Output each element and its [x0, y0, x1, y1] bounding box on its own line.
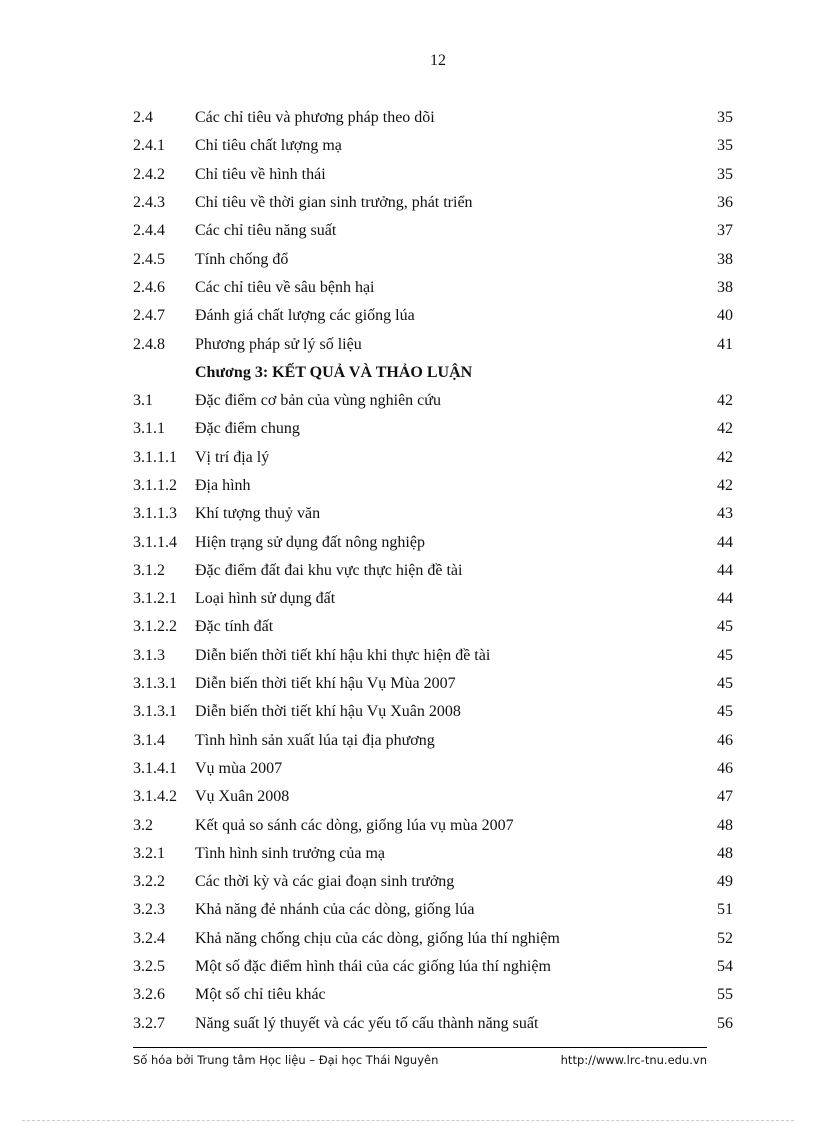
toc-section-title: Các thời kỳ và các giai đoạn sinh trưởng [195, 873, 455, 891]
toc-page-number: 48 [717, 844, 733, 862]
toc-entry [133, 274, 733, 302]
toc-section-number: 3.2.6 [133, 986, 165, 1004]
toc-page-number: 42 [717, 392, 733, 410]
toc-entry [133, 981, 733, 1009]
toc-section-number: 3.2.2 [133, 873, 165, 891]
toc-section-title: Khả năng chống chịu của các dòng, giống lúa thí nghiệm [195, 929, 560, 947]
toc-entry [133, 811, 733, 839]
toc-entry [133, 528, 733, 556]
toc-entry [133, 727, 733, 755]
toc-entry [133, 585, 733, 613]
toc-section-number: 3.1.1 [133, 420, 165, 438]
toc-page-number: 35 [717, 109, 733, 127]
toc-section-number: 3.1 [133, 392, 153, 410]
toc-section-number: 3.1.3.1 [133, 703, 177, 721]
toc-page-number: 42 [717, 448, 733, 466]
toc-page-number: 36 [717, 194, 733, 212]
toc-section-title: Năng suất lý thuyết và các yếu tố cấu thành năng suất [195, 1014, 539, 1032]
toc-entry [133, 387, 733, 415]
toc-entry [133, 1010, 733, 1038]
toc-page-number: 46 [717, 759, 733, 777]
toc-page-number: 52 [717, 929, 733, 947]
toc-page-number: 43 [717, 505, 733, 523]
toc-page-number: 56 [717, 1014, 733, 1032]
toc-entry [133, 925, 733, 953]
toc-entry [133, 472, 733, 500]
toc-section-number: 3.1.3.1 [133, 675, 177, 693]
footer-url-link[interactable]: http://www.lrc-tnu.edu.vn [560, 1053, 707, 1067]
toc-section-number: 3.1.2.2 [133, 618, 177, 636]
toc-section-title: Vị trí địa lý [195, 448, 270, 466]
page-boundary-line [22, 1120, 794, 1121]
toc-section-number: 3.1.1.2 [133, 477, 177, 494]
toc-section-title: Loại hình sử dụng đất [195, 590, 336, 608]
toc-entry [133, 755, 733, 783]
toc-section-number: 3.1.1.1 [133, 448, 177, 466]
toc-section-title: Diễn biến thời tiết khí hậu Vụ Mùa 2007 [195, 675, 456, 693]
toc-entry [133, 245, 733, 273]
page-number: 12 [430, 52, 446, 69]
table-of-contents [133, 104, 733, 1038]
chapter-heading: Chương 3: KẾT QUẢ VÀ THẢO LUẬN [195, 363, 473, 381]
toc-section-number: 2.4.8 [133, 335, 165, 353]
toc-entry [133, 330, 733, 358]
toc-page-number: 48 [717, 816, 733, 834]
toc-section-title: Đánh giá chất lượng các giống lúa [195, 307, 415, 325]
toc-page-number: 47 [717, 788, 733, 806]
toc-section-title: Một số đặc điểm hình thái của các giống lúa thí nghiệm [195, 958, 551, 976]
toc-entry [133, 613, 733, 641]
toc-page-number: 44 [717, 561, 733, 579]
toc-page-number: 45 [717, 703, 733, 721]
toc-section-title: Tính chống đổ [195, 250, 289, 268]
toc-section-title: Tình hình sản xuất lúa tại địa phương [195, 731, 435, 749]
toc-entry [133, 868, 733, 896]
toc-entry [133, 953, 733, 981]
toc-section-title: Địa hình [195, 477, 251, 494]
toc-page-number: 42 [717, 477, 733, 494]
toc-section-number: 2.4 [133, 109, 153, 127]
toc-entry [133, 840, 733, 868]
toc-entry [133, 557, 733, 585]
toc-section-title: Tình hình sinh trưởng của mạ [195, 844, 385, 862]
toc-section-number: 2.4.5 [133, 250, 165, 268]
toc-section-number: 3.2.4 [133, 929, 165, 947]
toc-section-title: Diễn biến thời tiết khí hậu khi thực hiện đề tài [195, 646, 491, 664]
toc-section-title: Khả năng đẻ nhánh của các dòng, giống lúa [195, 901, 475, 919]
toc-section-title: Kết quả so sánh các dòng, giống lúa vụ mùa 2007 [195, 816, 514, 834]
toc-section-number: 3.2.1 [133, 844, 165, 862]
toc-section-number: 2.4.3 [133, 194, 165, 212]
toc-page-number: 40 [717, 307, 733, 325]
toc-section-title: Chỉ tiêu chất lượng mạ [195, 137, 342, 155]
toc-section-title: Vụ Xuân 2008 [195, 788, 290, 806]
toc-page-number: 45 [717, 646, 733, 664]
toc-section-title: Chỉ tiêu về hình thái [195, 165, 326, 183]
toc-section-number: 3.1.1.3 [133, 505, 177, 523]
toc-entry [133, 189, 733, 217]
toc-entry [133, 670, 733, 698]
toc-entry [133, 896, 733, 924]
toc-section-number: 2.4.1 [133, 137, 165, 155]
toc-section-title: Đặc điểm cơ bản của vùng nghiên cứu [195, 392, 441, 410]
footer-divider [133, 1047, 707, 1048]
toc-section-number: 3.2 [133, 816, 153, 834]
toc-section-number: 2.4.6 [133, 278, 165, 296]
toc-page-number: 41 [717, 335, 733, 353]
toc-section-title: Vụ mùa 2007 [195, 759, 283, 777]
toc-section-number: 3.1.4 [133, 731, 165, 749]
toc-section-number: 3.1.2 [133, 561, 165, 579]
toc-section-number: 3.1.1.4 [133, 533, 177, 551]
toc-entry [133, 783, 733, 811]
toc-section-number: 3.1.3 [133, 646, 165, 664]
toc-page-number: 37 [717, 222, 733, 240]
toc-entry [133, 104, 733, 132]
toc-section-number: 3.1.4.2 [133, 788, 177, 806]
toc-page-number: 45 [717, 675, 733, 693]
toc-section-number: 3.2.5 [133, 958, 165, 976]
toc-page-number: 44 [717, 590, 733, 608]
toc-section-title: Các chỉ tiêu và phương pháp theo dõi [195, 109, 435, 127]
toc-section-number: 3.1.4.1 [133, 759, 177, 777]
toc-section-title: Đặc điểm chung [195, 420, 300, 438]
toc-page-number: 35 [717, 165, 733, 183]
toc-section-title: Các chỉ tiêu về sâu bệnh hại [195, 278, 375, 296]
toc-entry [133, 698, 733, 726]
toc-entry [133, 302, 733, 330]
toc-page-number: 44 [717, 533, 733, 551]
toc-page-number: 54 [717, 958, 733, 976]
toc-entry [133, 415, 733, 443]
toc-section-title: Chỉ tiêu về thời gian sinh trưởng, phát triển [195, 194, 473, 212]
toc-page-number: 35 [717, 137, 733, 155]
toc-page-number: 51 [717, 901, 733, 919]
toc-page-number: 38 [717, 278, 733, 296]
toc-section-title: Khí tượng thuỷ văn [195, 505, 321, 523]
toc-page-number: 38 [717, 250, 733, 268]
toc-section-number: 2.4.4 [133, 222, 165, 240]
toc-page-number: 46 [717, 731, 733, 749]
footer-source-text: Số hóa bởi Trung tâm Học liệu – Đại học Thái Nguyên [133, 1053, 439, 1067]
toc-section-title: Các chỉ tiêu năng suất [195, 222, 337, 240]
toc-entry [133, 161, 733, 189]
toc-page-number: 49 [717, 873, 733, 891]
toc-section-number: 2.4.2 [133, 165, 165, 183]
toc-page-number: 42 [717, 420, 733, 438]
toc-section-number: 2.4.7 [133, 307, 165, 325]
toc-page-number: 45 [717, 618, 733, 636]
toc-entry [133, 132, 733, 160]
toc-section-title: Diễn biến thời tiết khí hậu Vụ Xuân 2008 [195, 703, 461, 721]
toc-section-number: 3.2.3 [133, 901, 165, 919]
toc-section-title: Một số chỉ tiêu khác [195, 986, 326, 1004]
toc-entry [133, 217, 733, 245]
toc-section-title: Đặc tính đất [195, 618, 274, 636]
toc-page-number: 55 [717, 986, 733, 1004]
toc-entry [133, 642, 733, 670]
toc-entry [133, 444, 733, 472]
toc-section-number: 3.1.2.1 [133, 590, 177, 608]
toc-entry [133, 500, 733, 528]
toc-section-title: Hiện trạng sử dụng đất nông nghiệp [195, 533, 425, 551]
toc-section-title: Đặc điểm đất đai khu vực thực hiện đề tài [195, 561, 463, 579]
toc-section-number: 3.2.7 [133, 1014, 165, 1032]
toc-section-title: Phương pháp sử lý số liệu [195, 335, 362, 353]
